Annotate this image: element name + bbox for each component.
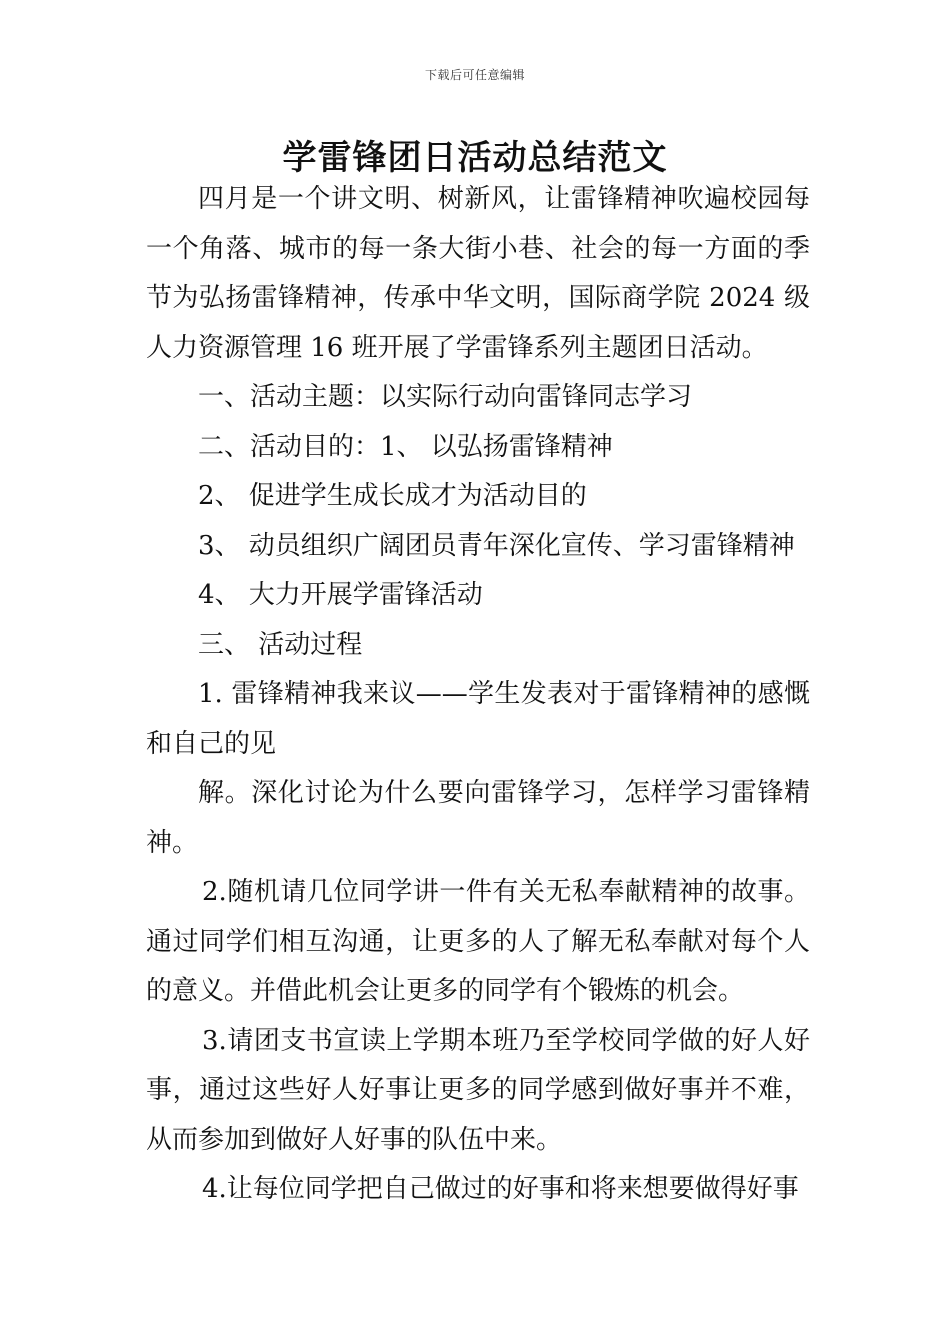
paragraph-process-2: 2.随机请几位同学讲一件有关无私奉献精神的故事。通过同学们相互沟通，让更多的人了解无私奉献对每个人的意义。并借此机会让更多的同学有个锻炼的机会。: [146, 877, 810, 1006]
paragraph-process-3: 3.请团支书宣读上学期本班乃至学校同学做的好人好事，通过这些好人好事让更多的同学感到做好事并不难，从而参加到做好人好事的队伍中来。: [146, 1025, 810, 1155]
paragraph-process-1: 1. 雷锋精神我来议——学生发表对于雷锋精神的感慨和自己的见: [146, 679, 810, 759]
paragraph-purpose-3: 3、 动员组织广阔团员青年深化宣传、学习雷锋精神: [198, 530, 795, 561]
paragraph-purpose-2: 2、 促进学生成长成才为活动目的: [198, 481, 587, 511]
paragraph-process-heading: 三、 活动过程: [198, 629, 363, 660]
paragraph-process-4: 4.让每位同学把自己做过的好事和将来想要做得好事: [202, 1174, 799, 1204]
document-body: [146, 175, 810, 1215]
paragraph-theme: 一、活动主题：以实际行动向雷锋同志学习: [198, 382, 693, 412]
document-title: 学雷锋团日活动总结范文: [282, 138, 668, 178]
header-note: 下载后可任意编辑: [424, 68, 525, 82]
paragraph-process-1-cont: 解。深化讨论为什么要向雷锋学习，怎样学习雷锋精神。: [146, 778, 810, 858]
paragraph-purpose-4: 4、 大力开展学雷锋活动: [198, 580, 483, 610]
paragraph-intro: 四月是一个讲文明、树新风，让雷锋精神吹遍校园每一个角落、城市的每一条大街小巷、社会的每一方面的季节为弘扬雷锋精神，传承中华文明，国际商学院 2024 级人力资源管理 16 班开展了学雷锋系列主题团日活动。: [146, 184, 810, 363]
paragraph-purpose: 二、活动目的：1、 以弘扬雷锋精神: [198, 431, 613, 462]
